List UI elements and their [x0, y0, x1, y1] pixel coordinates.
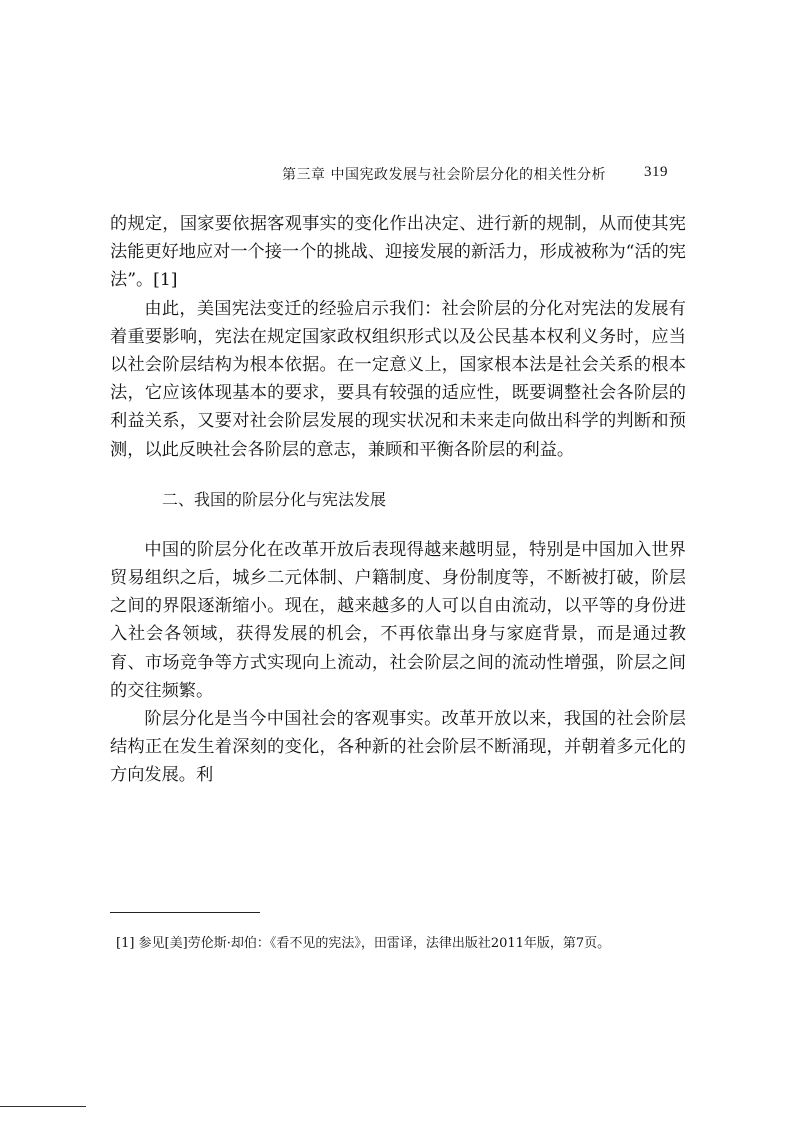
- page-body: [110, 210, 686, 790]
- bottom-edge-rule: [0, 1106, 86, 1107]
- page-number: 319: [644, 164, 668, 180]
- footnote: [1] 参见[美]劳伦斯·却伯：《看不见的宪法》，田雷译，法律出版社2011年版，第7页。: [116, 936, 611, 951]
- body-paragraph-3: 中国的阶层分化在改革开放后表现得越来越明显，特别是中国加入世界贸易组织之后，城乡二元体制、户籍制度、身份制度等，不断被打破，阶层之间的界限逐渐缩小。现在，越来越多的人可以自由流动，以平等的身份进入社会各领域，获得发展的机会，不再依靠出身与家庭背景，而是通过教育、市场竞争等方式实现向上流动，社会阶层之间的流动性增强，阶层之间的交往频繁。: [110, 539, 686, 701]
- body-paragraph-1: 的规定，国家要依据客观事实的变化作出决定、进行新的规制，从而使其宪法能更好地应对一个接一个的挑战、迎接发展的新活力，形成被称为“活的宪法”。[1]: [110, 214, 686, 291]
- running-title: 第三章 中国宪政发展与社会阶层分化的相关性分析: [282, 167, 606, 183]
- running-header: [282, 164, 668, 184]
- body-paragraph-2: 由此，美国宪法变迁的经验启示我们：社会阶层的分化对宪法的发展有着重要影响，宪法在规定国家政权组织形式以及公民基本权利义务时，应当以社会阶层结构为根本依据。在一定意义上，国家根本法是社会关系的根本法，它应该体现基本的要求，要具有较强的适应性，既要调整社会各阶层的利益关系，又要对社会阶层发展的现实状况和未来走向做出科学的判断和预测，以此反映社会各阶层的意志，兼顾和平衡各阶层的利益。: [110, 298, 686, 460]
- section-heading: 二、我国的阶层分化与宪法发展: [162, 489, 387, 509]
- body-paragraph-4: 阶层分化是当今中国社会的客观事实。改革开放以来，我国的社会阶层结构正在发生着深刻的变化，各种新的社会阶层不断涌现，并朝着多元化的方向发展。利: [110, 709, 686, 786]
- footnote-rule: [110, 912, 260, 913]
